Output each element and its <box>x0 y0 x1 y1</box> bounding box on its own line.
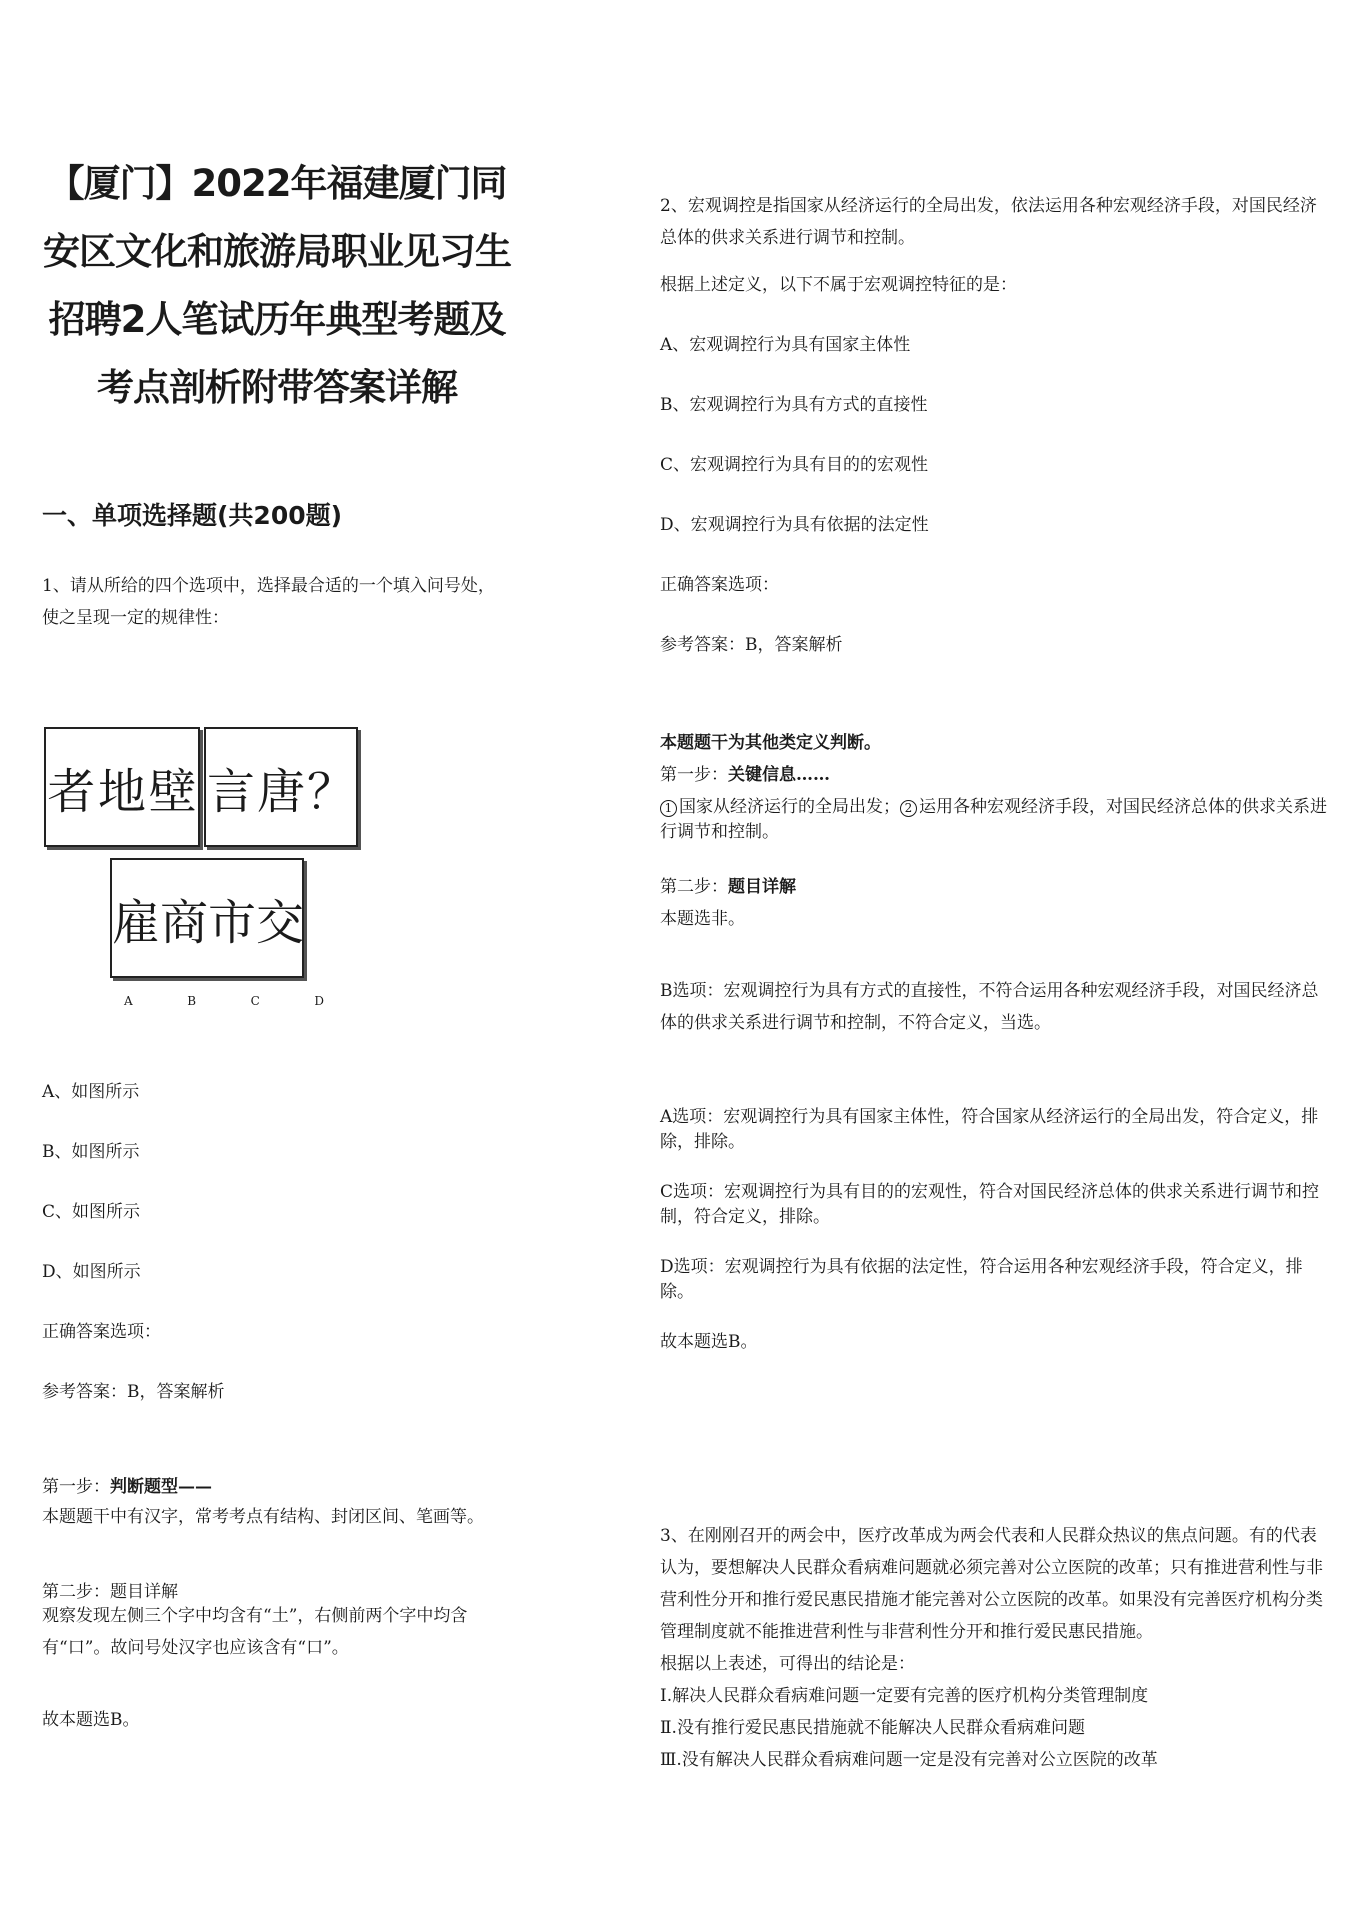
q1-correct-label: 正确答案选项： <box>42 1322 161 1342</box>
q3-item-2: Ⅱ.没有推行爱民惠民措施就不能解决人民群众看病难问题 <box>660 1718 1085 1738</box>
circled-number: 1 <box>660 800 677 817</box>
puzzle-char: 市 <box>208 894 257 951</box>
q1-conclusion: 故本题选B。 <box>42 1710 140 1730</box>
q2-step1-label: 第一步： <box>660 765 728 785</box>
puzzle-letter: B <box>187 994 197 1008</box>
q1-option-c: C、如图所示 <box>42 1202 141 1222</box>
puzzle-char: 壁 <box>148 763 197 820</box>
q2-explain-b: B选项：宏观调控行为具有方式的直接性，不符合运用各种宏观经济手段，对国民经济总体的供求关系进行调节和控制，不符合定义，当选。 <box>660 981 1319 1033</box>
q2-option-d: D、宏观调控行为具有依据的法定性 <box>660 515 929 535</box>
puzzle-char: 言 <box>206 763 255 820</box>
puzzle-char: 交 <box>256 894 305 951</box>
q2-analysis-title: 本题题干为其他类定义判断。 <box>660 733 881 753</box>
q1-step1-heading <box>42 1472 212 1497</box>
puzzle-char: ？ <box>306 763 355 820</box>
q2-step1-title: 关键信息…… <box>728 765 830 785</box>
q1-step1-title: 判断题型—— <box>110 1477 212 1497</box>
puzzle-char: 唐 <box>256 763 305 820</box>
q2-stem: 2、宏观调控是指国家从经济运行的全局出发，依法运用各种宏观经济手段，对国民经济总体的供求关系进行调节和控制。 <box>660 196 1317 248</box>
document-title: 【厦门】2022年福建厦门同安区文化和旅游局职业见习生招聘2人笔试历年典型考题及考点剖析附带答案详解 <box>43 162 511 409</box>
q1-step1-label: 第一步： <box>42 1477 110 1497</box>
q1-option-b: B、如图所示 <box>42 1142 140 1162</box>
circled-number: 2 <box>900 800 917 817</box>
q1-step2-title: 第二步：题目详解 <box>42 1582 178 1602</box>
section-heading: 一、单项选择题(共200题) <box>42 501 343 530</box>
q2-conclusion: 故本题选B。 <box>660 1332 758 1352</box>
puzzle-letter: D <box>314 994 324 1008</box>
q2-step2-text: 本题选非。 <box>660 909 745 929</box>
q1-step2-text: 观察发现左侧三个字中均含有“土”，右侧前两个字中均含有“口”。故问号处汉字也应该含有“口”。 <box>42 1606 468 1658</box>
q1-step1-text: 本题题干中有汉字，常考考点有结构、封闭区间、笔画等。 <box>42 1507 484 1527</box>
puzzle-letter: A <box>124 994 133 1008</box>
q3-stem: 3、在刚刚召开的两会中，医疗改革成为两会代表和人民群众热议的焦点问题。有的代表认为，要想解决人民群众看病难问题就必须完善对公立医院的改革；只有推进营利性与非营利性分开和推行爱民惠民措施才能完善对公立医院的改革。如果没有完善医疗机构分类管理制度就不能推进营利性与非营利性分开和推行爱民惠民措施。 <box>660 1526 1323 1642</box>
q3-prompt: 根据以上表述，可得出的结论是： <box>660 1654 915 1674</box>
puzzle-char: 地 <box>97 763 146 820</box>
puzzle-box-left <box>44 727 200 847</box>
q1-answer: 参考答案：B，答案解析 <box>42 1382 225 1402</box>
q2-step1-points <box>660 792 1330 842</box>
puzzle-char: 者 <box>47 763 96 820</box>
q2-step1-point-2: 运用各种宏观经济手段，对国民经济总体的供求关系进行调节和控制。 <box>660 797 1327 842</box>
puzzle-char: 雇 <box>112 894 161 951</box>
puzzle-box-options <box>110 858 304 978</box>
q2-explain-d: D选项：宏观调控行为具有依据的法定性，符合运用各种宏观经济手段，符合定义，排除。 <box>660 1257 1303 1302</box>
q3-item-1: Ⅰ.解决人民群众看病难问题一定要有完善的医疗机构分类管理制度 <box>660 1686 1149 1706</box>
q2-option-c: C、宏观调控行为具有目的的宏观性 <box>660 455 929 475</box>
q2-option-a: A、宏观调控行为具有国家主体性 <box>660 335 911 355</box>
q1-option-d: D、如图所示 <box>42 1262 141 1282</box>
q2-step1-heading <box>660 760 830 785</box>
q2-step2-label: 第二步： <box>660 877 728 897</box>
q2-correct-label: 正确答案选项： <box>660 575 779 595</box>
puzzle-box-right <box>204 727 358 847</box>
q1-stem: 1、请从所给的四个选项中，选择最合适的一个填入问号处，使之呈现一定的规律性： <box>42 576 495 628</box>
q2-option-b: B、宏观调控行为具有方式的直接性 <box>660 395 928 415</box>
q2-step1-point-1: 国家从经济运行的全局出发； <box>679 797 900 817</box>
q3-item-3: Ⅲ.没有解决人民群众看病难问题一定是没有完善对公立医院的改革 <box>660 1750 1158 1770</box>
puzzle-letter: C <box>250 994 260 1008</box>
q2-explain-c: C选项：宏观调控行为具有目的的宏观性，符合对国民经济总体的供求关系进行调节和控制，符合定义，排除。 <box>660 1182 1320 1227</box>
puzzle-char: 商 <box>160 894 209 951</box>
q2-step2-heading <box>660 872 796 897</box>
q2-explain-a: A选项：宏观调控行为具有国家主体性，符合国家从经济运行的全局出发，符合定义，排除，排除。 <box>660 1107 1319 1152</box>
q2-answer: 参考答案：B，答案解析 <box>660 635 843 655</box>
q2-prompt: 根据上述定义，以下不属于宏观调控特征的是： <box>660 275 1017 295</box>
q2-step2-title: 题目详解 <box>728 877 796 897</box>
puzzle-option-letters <box>124 994 324 1008</box>
q1-option-a: A、如图所示 <box>42 1082 140 1102</box>
